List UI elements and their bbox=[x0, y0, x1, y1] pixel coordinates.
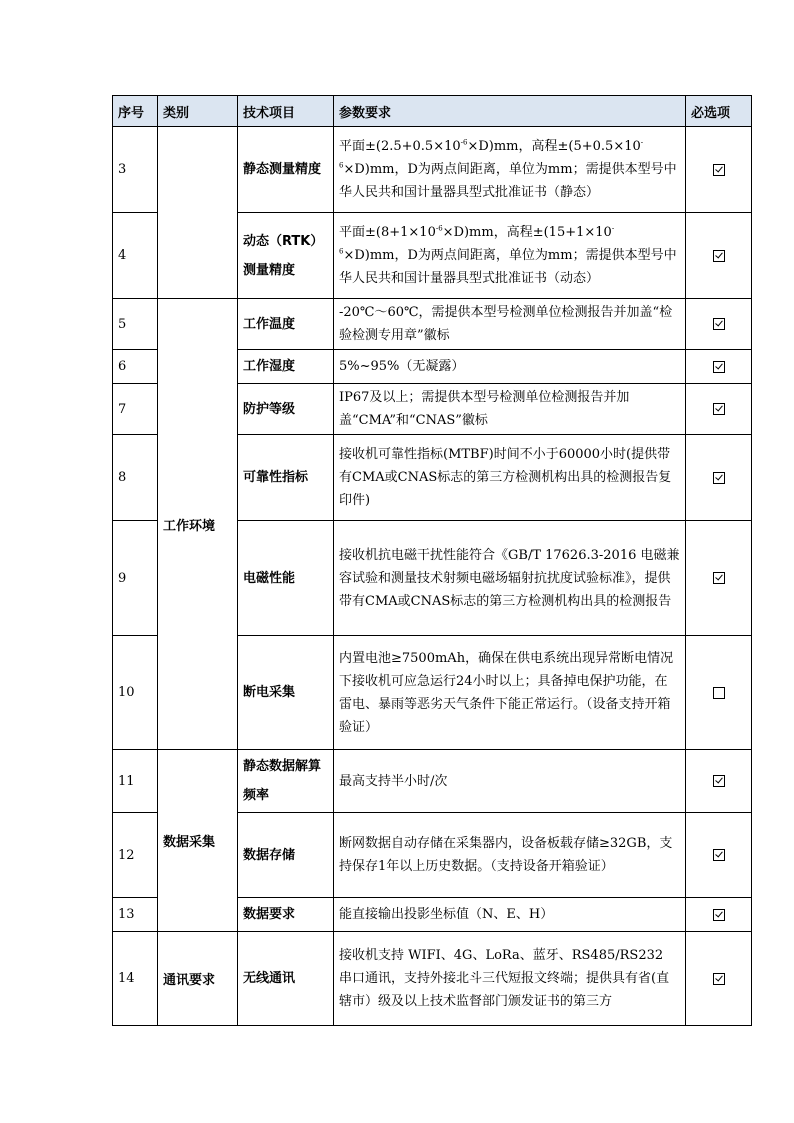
row-checkbox[interactable] bbox=[686, 127, 752, 213]
row-checkbox[interactable] bbox=[686, 636, 752, 750]
header-category: 类别 bbox=[158, 96, 238, 127]
row-item: 静态测量精度 bbox=[238, 127, 334, 213]
spec-table bbox=[112, 95, 752, 1026]
row-item: 数据要求 bbox=[238, 898, 334, 932]
row-item: 动态（RTK）测量精度 bbox=[238, 213, 334, 299]
row-checkbox[interactable] bbox=[686, 213, 752, 299]
header-no: 序号 bbox=[113, 96, 158, 127]
header-requirement: 参数要求 bbox=[334, 96, 686, 127]
row-checkbox[interactable] bbox=[686, 384, 752, 435]
header-item: 技术项目 bbox=[238, 96, 334, 127]
row-no: 9 bbox=[113, 521, 158, 636]
checkbox-unchecked-icon[interactable] bbox=[713, 687, 725, 699]
row-no: 8 bbox=[113, 435, 158, 521]
row-no: 11 bbox=[113, 750, 158, 813]
row-requirement: 能直接输出投影坐标值（N、E、H） bbox=[334, 898, 686, 932]
category-environment: 工作环境 bbox=[158, 299, 238, 750]
table-row bbox=[113, 750, 752, 813]
row-requirement: 最高支持半小时/次 bbox=[334, 750, 686, 813]
row-requirement: 断网数据自动存储在采集器内，设备板载存储≥32GB，支持保存1年以上历史数据。（支持设备开箱验证） bbox=[334, 813, 686, 898]
checkbox-checked-icon[interactable] bbox=[713, 849, 725, 861]
checkbox-checked-icon[interactable] bbox=[713, 572, 725, 584]
table-row bbox=[113, 127, 752, 213]
row-checkbox[interactable] bbox=[686, 932, 752, 1026]
row-requirement: 5%~95%（无凝露） bbox=[334, 350, 686, 384]
row-no: 5 bbox=[113, 299, 158, 350]
row-requirement: 平面$\pm(8+1\times 10^{-6}\times D)mm$，高程$\pm(15+1\times 10^{-6}\times D)mm$，D为两点间距离，单位为mm；需提供本型号中华人民共和国计量器具型式批准证书（动态） bbox=[334, 213, 686, 299]
row-checkbox[interactable] bbox=[686, 435, 752, 521]
row-requirement: -20℃～60℃，需提供本型号检测单位检测报告并加盖“检验检测专用章”徽标 bbox=[334, 299, 686, 350]
header-row bbox=[113, 96, 752, 127]
row-requirement: 内置电池≥7500mAh，确保在供电系统出现异常断电情况下接收机可应急运行24小时以上；具备掉电保护功能，在雷电、暴雨等恶劣天气条件下能正常运行。（设备支持开箱验证） bbox=[334, 636, 686, 750]
row-checkbox[interactable] bbox=[686, 521, 752, 636]
checkbox-checked-icon[interactable] bbox=[713, 318, 725, 330]
checkbox-checked-icon[interactable] bbox=[713, 361, 725, 373]
checkbox-checked-icon[interactable] bbox=[713, 403, 725, 415]
checkbox-checked-icon[interactable] bbox=[713, 973, 725, 985]
row-item: 电磁性能 bbox=[238, 521, 334, 636]
category-communication: 通讯要求 bbox=[158, 932, 238, 1026]
row-no: 6 bbox=[113, 350, 158, 384]
row-no: 7 bbox=[113, 384, 158, 435]
row-requirement: 接收机可靠性指标(MTBF)时间不小于60000小时(提供带有CMA或CNAS标志的第三方检测机构出具的检测报告复印件) bbox=[334, 435, 686, 521]
row-item: 防护等级 bbox=[238, 384, 334, 435]
row-checkbox[interactable] bbox=[686, 299, 752, 350]
row-checkbox[interactable] bbox=[686, 898, 752, 932]
checkbox-checked-icon[interactable] bbox=[713, 909, 725, 921]
row-requirement: 接收机抗电磁干扰性能符合《GB/T 17626.3-2016 电磁兼容试验和测量技术射频电磁场辐射抗扰度试验标准》，提供带有CMA或CNAS标志的第三方检测机构出具的检测报告 bbox=[334, 521, 686, 636]
row-item: 可靠性指标 bbox=[238, 435, 334, 521]
row-item: 工作湿度 bbox=[238, 350, 334, 384]
checkbox-checked-icon[interactable] bbox=[713, 775, 725, 787]
row-requirement: 接收机支持 WIFI、4G、LoRa、蓝牙、RS485/RS232 串口通讯，支持外接北斗三代短报文终端；提供具有省(直辖市）级及以上技术监督部门颁发证书的第三方 bbox=[334, 932, 686, 1026]
checkbox-checked-icon[interactable] bbox=[713, 472, 725, 484]
row-item: 断电采集 bbox=[238, 636, 334, 750]
row-item: 静态数据解算频率 bbox=[238, 750, 334, 813]
checkbox-checked-icon[interactable] bbox=[713, 250, 725, 262]
row-no: 10 bbox=[113, 636, 158, 750]
row-checkbox[interactable] bbox=[686, 750, 752, 813]
row-no: 14 bbox=[113, 932, 158, 1026]
row-no: 12 bbox=[113, 813, 158, 898]
row-item: 工作温度 bbox=[238, 299, 334, 350]
category-cell-empty bbox=[158, 127, 238, 299]
row-checkbox[interactable] bbox=[686, 813, 752, 898]
row-checkbox[interactable] bbox=[686, 350, 752, 384]
row-item: 数据存储 bbox=[238, 813, 334, 898]
category-data-collection: 数据采集 bbox=[158, 750, 238, 932]
row-no: 3 bbox=[113, 127, 158, 213]
row-item: 无线通讯 bbox=[238, 932, 334, 1026]
row-no: 4 bbox=[113, 213, 158, 299]
row-requirement: 平面$\pm(2.5+0.5\times 10^{-6}\times D)mm$，高程$\pm(5+0.5\times 10^{-6}\times D)mm$，D为两点间距离，单位为mm；需提供本型号中华人民共和国计量器具型式批准证书（静态） bbox=[334, 127, 686, 213]
header-required: 必选项 bbox=[686, 96, 752, 127]
row-requirement: IP67及以上；需提供本型号检测单位检测报告并加盖“CMA”和“CNAS”徽标 bbox=[334, 384, 686, 435]
row-no: 13 bbox=[113, 898, 158, 932]
table-row bbox=[113, 299, 752, 350]
table-row bbox=[113, 932, 752, 1026]
checkbox-checked-icon[interactable] bbox=[713, 164, 725, 176]
